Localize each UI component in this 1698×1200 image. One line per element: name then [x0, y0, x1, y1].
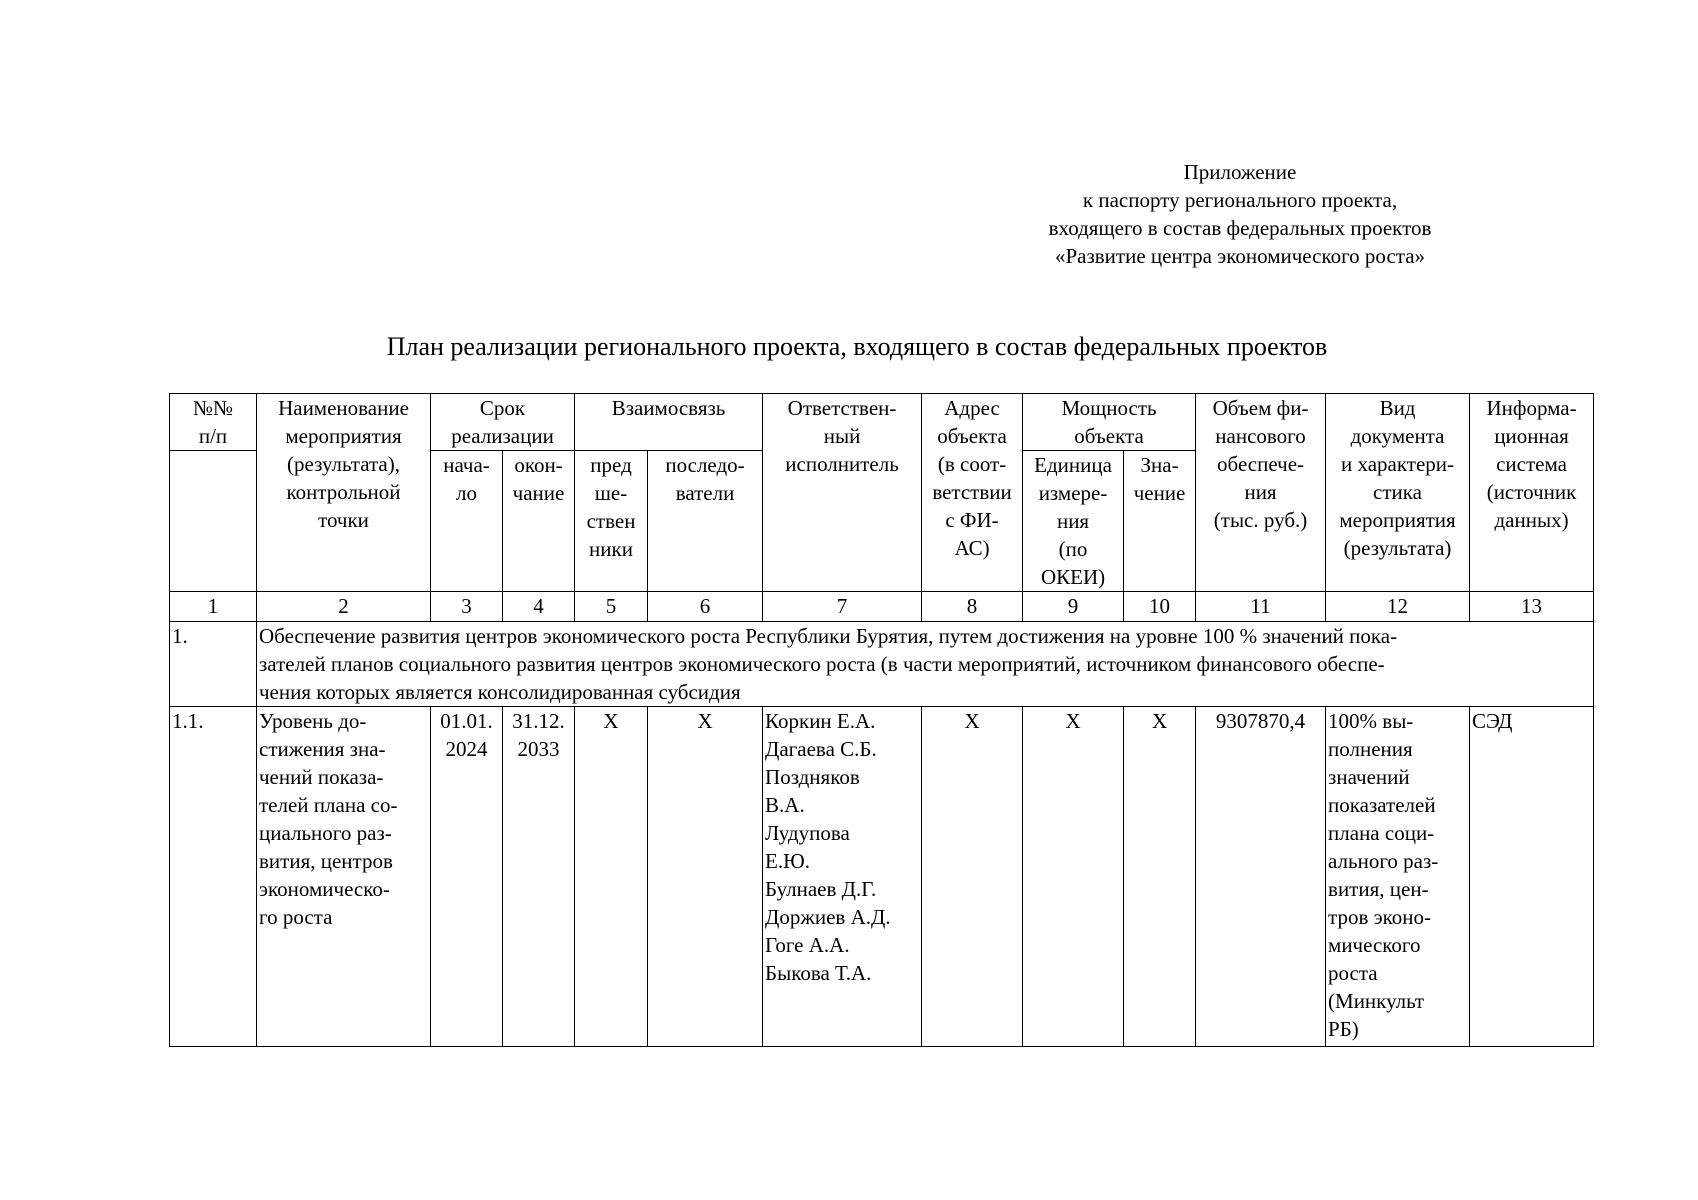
- appendix-line-1: Приложение: [1183, 160, 1297, 184]
- header-value: Зна- чение: [1124, 451, 1196, 592]
- column-number: 6: [648, 592, 763, 622]
- column-number: 3: [431, 592, 503, 622]
- column-number: 10: [1124, 592, 1196, 622]
- table-row: [170, 707, 1594, 1047]
- section-text: Обеспечение развития центров экономического роста Республики Бурятия, путем достижения на уровне 100 % значений пока- зателей планов социального развития центров экономического роста (в части мероприятий, источником финансового обеспе- чения которых является консолидированная субсидия: [257, 622, 1594, 707]
- appendix-line-4: «Развитие центра экономического роста»: [1054, 244, 1426, 268]
- header-finance: Объем фи- нансового обеспече- ния (тыс. руб.): [1196, 394, 1326, 592]
- header-num-spacer: [170, 451, 257, 592]
- appendix-line-2: к паспорту регионального проекта,: [1082, 188, 1398, 212]
- row-responsible: Коркин Е.А. Дагаева С.Б. Поздняков В.А. Лудупова Е.Ю. Булнаев Д.Г. Доржиев А.Д. Гоге А.А. Быкова Т.А.: [763, 707, 922, 1047]
- row-name: Уровень до- стижения зна- чений показа- телей плана со- циального раз- вития, центров экономическо- го роста: [257, 707, 431, 1047]
- appendix-line-3: входящего в состав федеральных проектов: [1048, 216, 1432, 240]
- header-term: Срок реализации: [431, 394, 575, 451]
- column-number: 9: [1023, 592, 1124, 622]
- column-numbers-row: [170, 592, 1594, 622]
- row-predecessors: X: [575, 707, 648, 1047]
- header-name: Наименование мероприятия (результата), контрольной точки: [257, 394, 431, 592]
- row-address: X: [922, 707, 1023, 1047]
- column-number: 5: [575, 592, 648, 622]
- header-address: Адрес объекта (в соот- ветствии с ФИ- АС): [922, 394, 1023, 592]
- column-number: 13: [1470, 592, 1594, 622]
- column-number: 2: [257, 592, 431, 622]
- header-term-end: окон- чание: [503, 451, 575, 592]
- column-number: 1: [170, 592, 257, 622]
- row-value: X: [1124, 707, 1196, 1047]
- row-unit: X: [1023, 707, 1124, 1047]
- header-term-start: нача- ло: [431, 451, 503, 592]
- section-row: [170, 622, 1594, 707]
- header-unit: Единица измере- ния (по ОКЕИ): [1023, 451, 1124, 592]
- column-number: 12: [1326, 592, 1470, 622]
- header-responsible: Ответствен- ный исполнитель: [763, 394, 922, 592]
- header-successors: последо- ватели: [648, 451, 763, 592]
- column-number: 4: [503, 592, 575, 622]
- plan-table: [169, 393, 1594, 1047]
- row-number: 1.1.: [170, 707, 257, 1047]
- header-predecessors: пред ше- ствен ники: [575, 451, 648, 592]
- column-number: 8: [922, 592, 1023, 622]
- column-number: 11: [1196, 592, 1326, 622]
- row-finance: 9307870,4: [1196, 707, 1326, 1047]
- column-number: 7: [763, 592, 922, 622]
- row-start: 01.01. 2024: [431, 707, 503, 1047]
- header-info-system: Информа- ционная система (источник данных): [1470, 394, 1594, 592]
- appendix-block: [980, 158, 1500, 270]
- header-num: №№ п/п: [170, 394, 257, 451]
- row-info-system: СЭД: [1470, 707, 1594, 1047]
- header-relation: Взаимосвязь: [575, 394, 763, 451]
- row-successors: X: [648, 707, 763, 1047]
- header-doc-type: Вид документа и характери- стика мероприятия (результата): [1326, 394, 1470, 592]
- row-doc-type: 100% вы- полнения значений показателей плана соци- ального раз- вития, цен- тров эконо- мического роста (Минкульт РБ): [1326, 707, 1470, 1047]
- header-capacity: Мощность объекта: [1023, 394, 1196, 451]
- document-title: План реализации регионального проекта, входящего в состав федеральных проектов: [386, 332, 1328, 361]
- row-end: 31.12. 2033: [503, 707, 575, 1047]
- section-number: 1.: [170, 622, 257, 707]
